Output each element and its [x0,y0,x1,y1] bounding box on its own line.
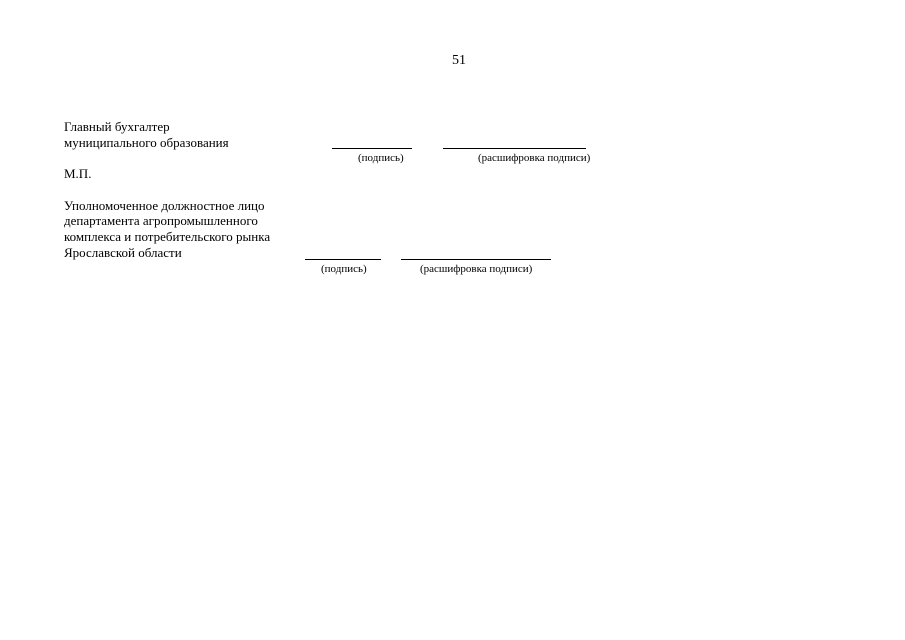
official-title-line4: Ярославской области [64,245,182,260]
official-signature-caption: (подпись) [321,263,367,275]
chief-accountant-decoding-line [443,148,586,149]
chief-accountant-decoding-caption: (расшифровка подписи) [478,152,591,164]
official-decoding-caption: (расшифровка подписи) [420,263,533,275]
page-number: 51 [452,53,466,68]
chief-accountant-title-line2: муниципального образования [64,135,229,150]
official-title-line2: департамента агропромышленного [64,213,258,228]
official-title-line3: комплекса и потребительского рынка [64,229,271,244]
official-signature-line [305,259,381,260]
official-title-line1: Уполномоченное должностное лицо [64,198,265,213]
chief-accountant-signature-line [332,148,412,149]
stamp-place-label: М.П. [64,166,92,181]
chief-accountant-signature-caption: (подпись) [358,152,404,164]
chief-accountant-title-line1: Главный бухгалтер [64,119,170,134]
official-decoding-line [401,259,551,260]
